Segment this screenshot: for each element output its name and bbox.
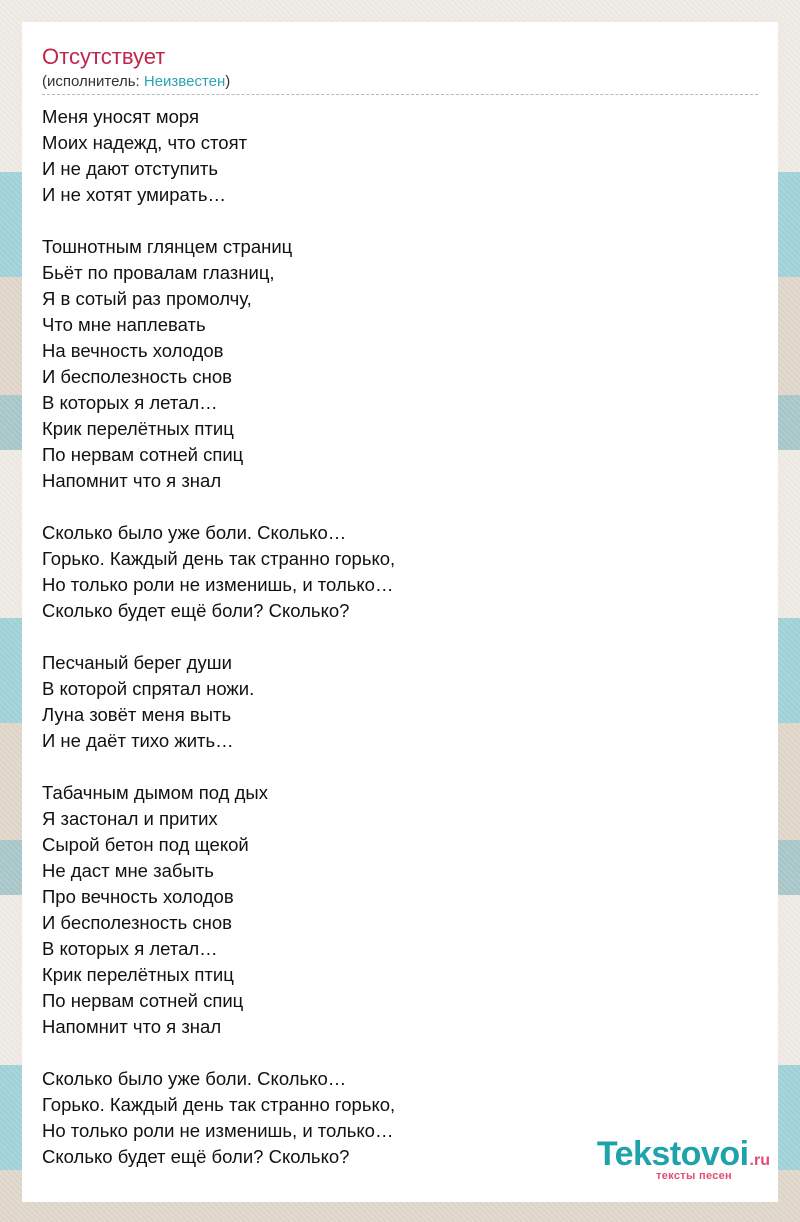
lyrics-stanza	[42, 520, 758, 624]
lyrics-line: Сколько будет ещё боли? Сколько?	[42, 1146, 350, 1167]
lyrics-stanza	[42, 104, 758, 208]
lyrics-line: Крик перелётных птиц	[42, 418, 234, 439]
lyrics-line: По нервам сотней спиц	[42, 444, 244, 465]
lyrics-line: В которых я летал…	[42, 392, 218, 413]
artist-prefix: (исполнитель:	[42, 73, 144, 90]
site-logo[interactable]	[560, 1136, 770, 1180]
lyrics-line: Луна зовёт меня выть	[42, 704, 232, 725]
divider	[42, 94, 758, 95]
lyrics-line: Напомнит что я знал	[42, 470, 222, 491]
lyrics-line: В которой спрятал ножи.	[42, 678, 255, 699]
lyrics-line: Горько. Каждый день так странно горько,	[42, 548, 396, 569]
lyrics-line: Табачным дымом под дых	[42, 782, 268, 803]
lyrics-line: Про вечность холодов	[42, 886, 234, 907]
lyrics-line: И не дают отступить	[42, 158, 219, 179]
lyrics-line: Горько. Каждый день так странно горько,	[42, 1094, 396, 1115]
artist-link[interactable]: Неизвестен	[143, 73, 226, 90]
song-title: Отсутствует	[42, 44, 166, 69]
lyrics-line: Моих надежд, что стоят	[42, 132, 248, 153]
lyrics-stanza	[42, 650, 758, 754]
lyrics-body	[42, 104, 758, 1196]
lyrics-card	[22, 22, 778, 1202]
lyrics-line: И не даёт тихо жить…	[42, 730, 234, 751]
logo-tagline: тексты песен	[656, 1170, 732, 1182]
lyrics-line: Крик перелётных птиц	[42, 964, 234, 985]
lyrics-line: Бьёт по провалам глазниц,	[42, 262, 275, 283]
lyrics-line: Но только роли не изменишь, и только…	[42, 1120, 394, 1141]
lyrics-line: Что мне наплевать	[42, 314, 206, 335]
lyrics-line: По нервам сотней спиц	[42, 990, 244, 1011]
lyrics-line: Не даст мне забыть	[42, 860, 214, 881]
artist-suffix: )	[225, 73, 231, 90]
lyrics-line: Тошнотным глянцем страниц	[42, 236, 293, 257]
lyrics-line: Сколько было уже боли. Сколько…	[42, 522, 347, 543]
lyrics-line: Сколько будет ещё боли? Сколько?	[42, 600, 350, 621]
lyrics-line: Сколько было уже боли. Сколько…	[42, 1068, 347, 1089]
lyrics-line: Напомнит что я знал	[42, 1016, 222, 1037]
lyrics-line: На вечность холодов	[42, 340, 224, 361]
lyrics-stanza	[42, 234, 758, 494]
logo-name: Tekstovoi	[596, 1135, 749, 1173]
lyrics-stanza	[42, 780, 758, 1040]
lyrics-line: И не хотят умирать…	[42, 184, 226, 205]
lyrics-line: Но только роли не изменишь, и только…	[42, 574, 394, 595]
lyrics-line: В которых я летал…	[42, 938, 218, 959]
artist-line	[42, 73, 230, 91]
logo-tld: .ru	[749, 1152, 770, 1169]
lyrics-line: И бесполезность снов	[42, 366, 233, 387]
lyrics-line: Я в сотый раз промолчу,	[42, 288, 252, 309]
lyrics-line: Сырой бетон под щекой	[42, 834, 249, 855]
lyrics-line: И бесполезность снов	[42, 912, 233, 933]
lyrics-line: Песчаный берег души	[42, 652, 232, 673]
lyrics-line: Меня уносят моря	[42, 106, 200, 127]
lyrics-line: Я застонал и притих	[42, 808, 218, 829]
